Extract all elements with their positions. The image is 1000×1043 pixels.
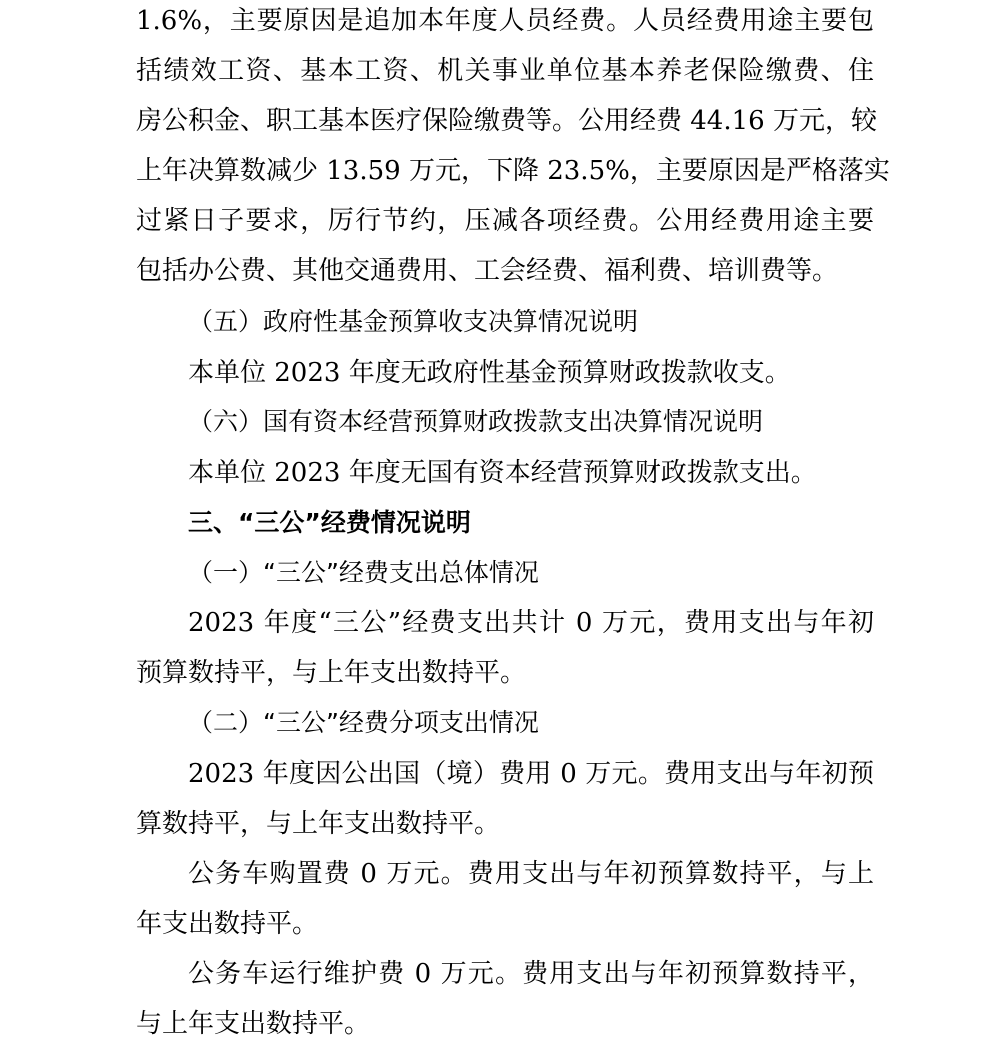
paragraph-line: 本单位 2023 年度无国有资本经营预算财政拨款支出。 (188, 458, 817, 488)
paragraph-line: 算数持平，与上年支出数持平。 (136, 809, 501, 839)
paragraph-line: 预算数持平，与上年支出数持平。 (136, 658, 527, 688)
paragraph-line: 公务车购置费 0 万元。费用支出与年初预算数持平，与上 (188, 859, 874, 889)
paragraph-line: 括绩效工资、基本工资、机关事业单位基本养老保险缴费、住 (136, 56, 874, 86)
chapter-heading-3: 三、“三公”经费情况说明 (188, 508, 471, 537)
paragraph-line: 本单位 2023 年度无政府性基金预算财政拨款收支。 (188, 358, 791, 388)
section-heading-2: （二）“三公”经费分项支出情况 (188, 708, 539, 737)
paragraph-line: 年支出数持平。 (136, 909, 319, 939)
section-heading-6: （六）国有资本经营预算财政拨款支出决算情况说明 (188, 407, 764, 436)
paragraph-line: 上年决算数减少 13.59 万元，下降 23.5%，主要原因是严格落实 (136, 156, 890, 186)
paragraph-line: 与上年支出数持平。 (136, 1009, 371, 1039)
paragraph-line: 公务车运行维护费 0 万元。费用支出与年初预算数持平， (188, 959, 874, 989)
paragraph-line: 2023 年度“三公”经费支出共计 0 万元，费用支出与年初 (188, 608, 874, 638)
paragraph-line: 房公积金、职工基本医疗保险缴费等。公用经费 44.16 万元，较 (136, 106, 877, 136)
section-heading-1: （一）“三公”经费支出总体情况 (188, 558, 539, 587)
paragraph-line: 1.6%，主要原因是追加本年度人员经费。人员经费用途主要包 (136, 6, 874, 36)
paragraph-line: 包括办公费、其他交通费用、工会经费、福利费、培训费等。 (136, 256, 839, 286)
paragraph-line: 2023 年度因公出国（境）费用 0 万元。费用支出与年初预 (188, 759, 874, 789)
section-heading-5: （五）政府性基金预算收支决算情况说明 (188, 307, 639, 336)
paragraph-line: 过紧日子要求，厉行节约，压减各项经费。公用经费用途主要 (136, 206, 874, 236)
